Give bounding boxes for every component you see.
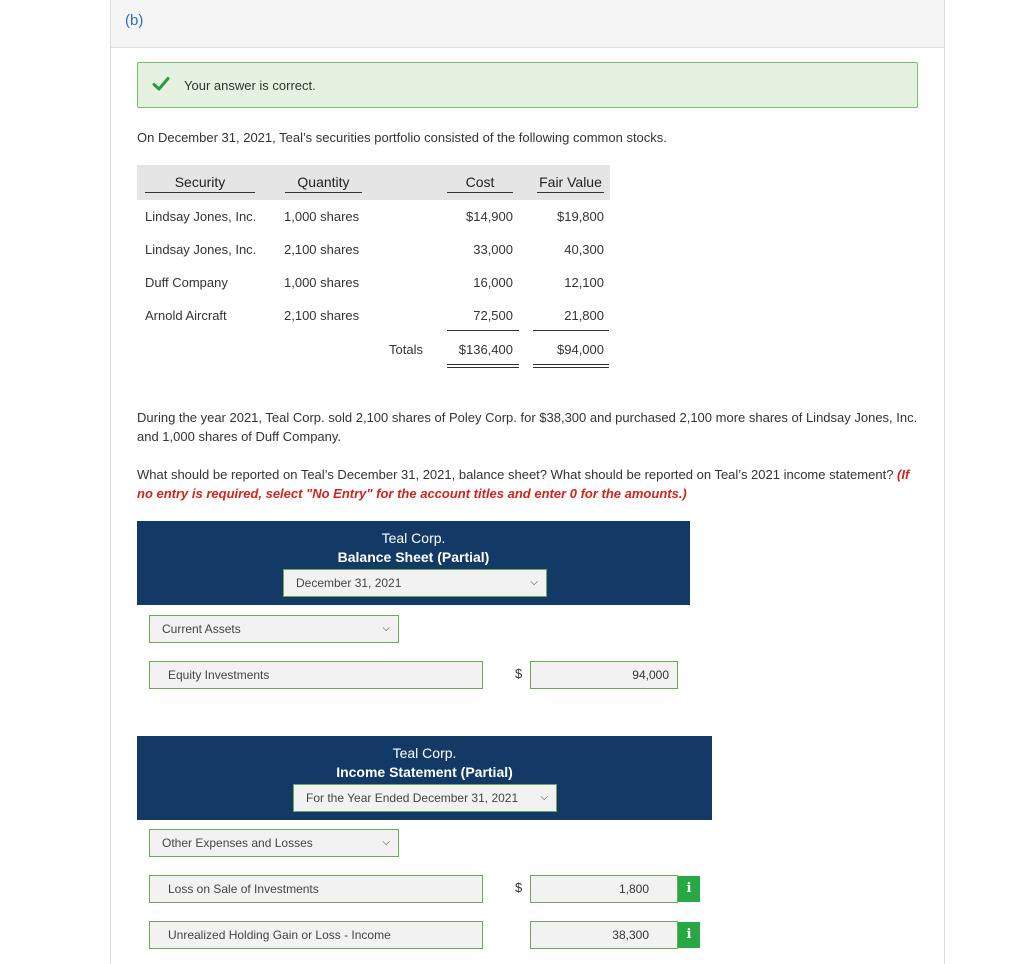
table-row-4-fair: 21,800	[564, 308, 604, 323]
is-company-name: Teal Corp.	[392, 745, 457, 761]
is-account-input-2[interactable]: Unrealized Holding Gain or Loss - Income	[149, 921, 483, 949]
bs-date-value: December 31, 2021	[296, 576, 402, 590]
header-security: Security	[145, 174, 255, 193]
info-icon[interactable]: i	[678, 876, 700, 902]
bs-amount-input[interactable]: 94,000	[530, 661, 678, 689]
part-header	[111, 0, 944, 48]
totals-label: Totals	[389, 342, 423, 357]
question-panel	[110, 0, 945, 964]
is-amount-input-2[interactable]: 38,300	[530, 921, 678, 949]
is-currency-symbol: $	[515, 880, 523, 895]
is-section-value: Other Expenses and Losses	[162, 836, 313, 850]
transaction-paragraph: During the year 2021, Teal Corp. sold 2,100 shares of Poley Corp. for $38,300 and purchased 2,100 more shares of Lindsay Jones, Inc. and 1,000 shares of Duff Company.	[137, 410, 918, 444]
cost-total-rule-2	[447, 367, 519, 368]
bs-section-value: Current Assets	[162, 622, 241, 636]
chevron-down-icon: ⌵	[540, 792, 548, 803]
chevron-down-icon: ⌵	[530, 577, 538, 588]
cost-total-rule-1	[447, 364, 519, 365]
table-row-4-security: Arnold Aircraft	[145, 308, 227, 323]
bs-date-select[interactable]	[283, 569, 547, 597]
balance-sheet-header	[137, 521, 690, 605]
fair-total-rule-1	[533, 364, 609, 365]
checkmark-icon	[152, 75, 170, 93]
header-cost: Cost	[447, 174, 513, 193]
table-row-2-fair: 40,300	[564, 242, 604, 257]
total-cost: $136,400	[458, 342, 513, 357]
table-row-2-security: Lindsay Jones, Inc.	[145, 242, 257, 257]
part-label: (b)	[125, 12, 144, 29]
table-row-1-security: Lindsay Jones, Inc.	[145, 209, 257, 224]
instructions-paragraph	[137, 465, 927, 503]
instructions-question: What should be reported on Teal’s December 31, 2021, balance sheet? What should be reported on Teal’s 2021 income statement?	[137, 467, 894, 482]
info-icon[interactable]: i	[678, 922, 700, 948]
table-row-3-fair: 12,100	[564, 275, 604, 290]
table-row-4-quantity: 2,100 shares	[284, 308, 360, 323]
bs-section-select[interactable]	[149, 615, 399, 643]
feedback-text: Your answer is correct.	[184, 78, 316, 93]
table-row-1-cost: $14,900	[466, 209, 513, 224]
cost-subtotal-rule	[447, 330, 519, 331]
header-fair-value: Fair Value	[537, 174, 604, 193]
intro-text: On December 31, 2021, Teal’s securities portfolio consisted of the following common stocks.	[137, 130, 667, 145]
table-row-2-cost: 33,000	[473, 242, 513, 257]
table-row-1-quantity: 1,000 shares	[284, 209, 360, 224]
table-row-3-security: Duff Company	[145, 275, 228, 290]
fair-total-rule-2	[533, 367, 609, 368]
fair-subtotal-rule	[533, 330, 609, 331]
table-row-1-fair: $19,800	[557, 209, 604, 224]
is-amount-input-1[interactable]: 1,800	[530, 875, 678, 903]
table-row-4-cost: 72,500	[473, 308, 513, 323]
is-section-select[interactable]	[149, 829, 399, 857]
header-quantity: Quantity	[285, 174, 362, 193]
table-row-2-quantity: 2,100 shares	[284, 242, 360, 257]
correct-feedback-box	[137, 62, 918, 108]
is-title: Income Statement (Partial)	[336, 764, 513, 780]
is-period-value: For the Year Ended December 31, 2021	[306, 791, 519, 805]
table-row-3-quantity: 1,000 shares	[284, 275, 360, 290]
bs-company-name: Teal Corp.	[381, 530, 446, 546]
is-period-select[interactable]	[293, 784, 557, 812]
instructions-note: (If no entry is required, select "No Entry" for the account titles and enter 0 for the amounts.)	[137, 467, 910, 501]
bs-currency-symbol: $	[515, 666, 523, 681]
bs-account-input[interactable]: Equity Investments	[149, 661, 483, 689]
total-fair-value: $94,000	[557, 342, 604, 357]
is-account-input-1[interactable]: Loss on Sale of Investments	[149, 875, 483, 903]
chevron-down-icon: ⌵	[382, 837, 390, 848]
table-row-3-cost: 16,000	[473, 275, 513, 290]
bs-title: Balance Sheet (Partial)	[337, 549, 490, 565]
chevron-down-icon: ⌵	[382, 623, 390, 634]
income-statement-header	[137, 736, 712, 820]
